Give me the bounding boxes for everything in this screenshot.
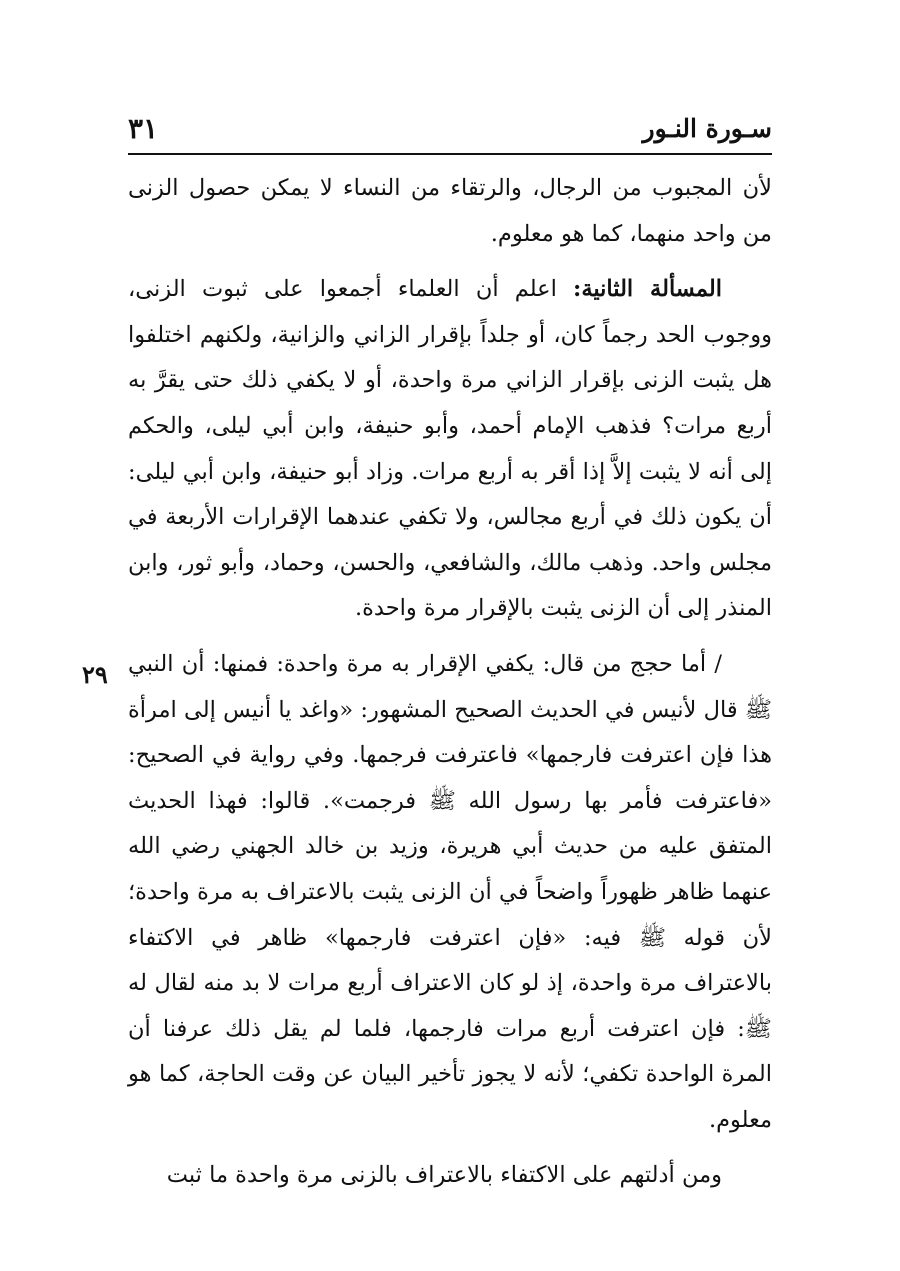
page-header bbox=[128, 112, 772, 152]
paragraph-2 bbox=[128, 267, 772, 632]
main-text bbox=[128, 166, 772, 1199]
surah-title: سـورة النـور bbox=[642, 114, 772, 143]
page-number: ٣١ bbox=[128, 112, 159, 145]
paragraph-2-text: اعلم أن العلماء أجمعوا على ثبوت الزنى، ووجوب الحد رجماً كان، أو جلداً بإقرار الزاني والزانية، ولكنهم اختلفوا هل يثبت الزنى بإقرار الزاني مرة واحدة، أو لا يكفي ذلك حتى يقرَّ به أربع مرات؟ فذهب الإمام أحمد، وأبو حنيفة، وابن أبي ليلى، والحكم إلى أنه لا يثبت إلاَّ إذا أقر به أربع مرات. وزاد أبو حنيفة، وابن أبي ليلى: أن يكون ذلك في أربع مجالس، ولا تكفي عندهما الإقرارات الأربعة في مجلس واحد. وذهب مالك، والشافعي، والحسن، وحماد، وأبو ثور، وابن المنذر إلى أن الزنى يثبت بالإقرار مرة واحدة. bbox=[128, 276, 772, 622]
issue-heading: المسألة الثانية: bbox=[573, 276, 722, 303]
margin-page-reference: ٢٩ bbox=[82, 660, 108, 689]
paragraph-4: ومن أدلتهم على الاكتفاء بالاعتراف بالزنى مرة واحدة ما ثبت bbox=[166, 1162, 722, 1189]
paragraph-1: لأن المجبوب من الرجال، والرتقاء من النساء لا يمكن حصول الزنى من واحد منهما، كما هو معلوم. bbox=[128, 175, 772, 247]
header-divider bbox=[128, 153, 772, 155]
paragraph-3: / أما حجج من قال: يكفي الإقرار به مرة واحدة: فمنها: أن النبي ﷺ قال لأنيس في الحديث الصحيح المشهور: «واغد يا أنيس إلى امرأة هذا فإن اعترفت فارجمها» فاعترفت فرجمها. وفي رواية في الصحيح: «فاعترفت فأمر بها رسول الله ﷺ فرجمت». قالوا: فهذا الحديث المتفق عليه من حديث أبي هريرة، وزيد بن خالد الجهني رضي الله عنهما ظاهر ظهوراً واضحاً في أن الزنى يثبت بالاعتراف به مرة واحدة؛ لأن قوله ﷺ فيه: «فإن اعترفت فارجمها» ظاهر في الاكتفاء بالاعتراف مرة واحدة، إذ لو كان الاعتراف أربع مرات لا بد منه لقال له ﷺ: فإن اعترفت أربع مرات فارجمها، فلما لم يقل ذلك عرفنا أن المرة الواحدة تكفي؛ لأنه لا يجوز تأخير البيان عن وقت الحاجة، كما هو معلوم. bbox=[128, 650, 772, 1133]
